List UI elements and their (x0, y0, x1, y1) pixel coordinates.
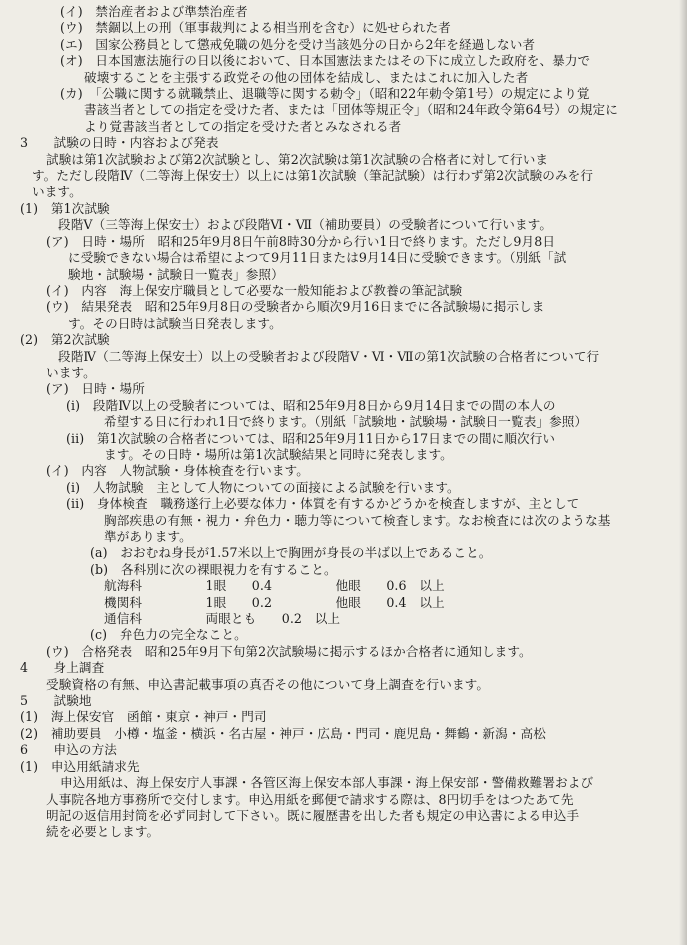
text-line: 申込用紙は、海上保安庁人事課・各管区海上保安本部人事課・海上保安部・警備救難署および (60, 775, 594, 791)
text-line: (イ) 禁治産者および準禁治産者 (60, 4, 248, 19)
text-line: 試験は第1次試験および第2次試験とし、第2次試験は第1次試験の合格者に対して行いま (46, 151, 549, 167)
text-line: (ア) 日時・場所 (46, 381, 145, 397)
text-line: (i) 人物試験 主として人物についての面接による試験を行います。 (66, 479, 460, 495)
text-line: (1) 第1次試験 (20, 200, 110, 216)
text-line: (ウ) 結果発表 昭和25年9月8日の受験者から順次9月16日までに各試験場に掲示しま (46, 299, 545, 315)
text-line: (イ) 内容 人物試験・身体検査を行います。 (46, 463, 309, 479)
text-line: 書該当者としての指定を受けた者、または「団体等規正令」（昭和24年政令第64号）の規定に (84, 102, 618, 118)
text-line: 希望する日に行われ1日で終ります。（別紙「試験地・試験場・試験日一覧表」参照） (104, 414, 588, 430)
document-body (20, 4, 665, 841)
text-line: ます。その日時・場所は第1次試験結果と同時に発表します。 (104, 446, 453, 462)
text-line: 段階Ⅳ（二等海上保安士）以上の受験者および段階Ⅴ・Ⅵ・Ⅶの第1次試験の合格者について行 (58, 348, 600, 364)
text-line: 4 身上調査 (20, 660, 105, 676)
text-line: (エ) 国家公務員として懲戒免職の処分を受け当該処分の日から2年を経過しない者 (60, 36, 536, 52)
text-line: す。ただし段階Ⅳ（二等海上保安士）以上には第1次試験（筆記試験）は行わず第2次試験のみを行 (32, 168, 594, 184)
text-line: 胸部疾患の有無・視力・弁色力・聴力等について検査します。なお検査には次のような基 (104, 512, 611, 528)
text-line: (b) 各科別に次の裸眼視力を有すること。 (90, 561, 337, 577)
text-line: (ウ) 禁錮以上の刑（軍事裁判による相当刑を含む）に処せられた者 (60, 20, 451, 36)
text-line: 通信科 両眼とも 0.2 以上 (104, 611, 341, 627)
text-line: 機関科 1眼 0.2 他眼 0.4 以上 (104, 594, 445, 610)
text-line: 航海科 1眼 0.4 他眼 0.6 以上 (104, 578, 445, 594)
text-line: (カ) 「公職に関する就職禁止、退職等に関する勅令」（昭和22年勅令第1号）の規定により覚 (60, 86, 590, 102)
text-line: 明記の返信用封筒を必ず同封して下さい。既に履歴書を出した者も規定の申込書による申込手 (46, 807, 580, 823)
text-line: す。その日時は試験当日発表します。 (68, 315, 282, 331)
text-line: 準があります。 (104, 529, 192, 544)
text-line: 段階Ⅴ（三等海上保安士）および段階Ⅵ・Ⅶ（補助要員）の受験者について行います。 (58, 217, 553, 233)
text-line: 受験資格の有無、申込書記載事項の真否その他について身上調査を行います。 (46, 676, 490, 692)
text-line: に受験できない場合は希望によつて9月11日または9月14日に受験できます。（別紙「試 (68, 250, 567, 266)
text-line: 破壊することを主張する政党その他の団体を結成し、またはこれに加入した者 (84, 69, 529, 85)
text-line: (1) 申込用紙請求先 (20, 758, 140, 774)
text-line: より覚書該当者としての指定を受けた者とみなされる者 (84, 118, 402, 134)
text-line: います。 (46, 364, 96, 380)
text-line: (c) 弁色力の完全なこと。 (90, 627, 247, 643)
text-line: 続を必要とします。 (46, 824, 160, 840)
text-line: (2) 第2次試験 (20, 332, 110, 348)
text-line: 人事院各地方事務所で交付します。申込用紙を郵便で請求する際は、8円切手をはつたあて先 (46, 791, 574, 807)
text-line: (2) 補助要員 小樽・塩釜・横浜・名古屋・神戸・広島・門司・鹿児島・舞鶴・新潟・高松 (20, 725, 546, 741)
text-line: (ii) 身体検査 職務遂行上必要な体力・体質を有するかどうかを検査しますが、主として (66, 496, 580, 512)
text-line: 験地・試験場・試験日一覧表」参照） (68, 266, 284, 282)
text-line: (i) 段階Ⅳ以上の受験者については、昭和25年9月8日から9月14日までの間の本人の (66, 397, 556, 413)
text-line: (イ) 内容 海上保安庁職員として必要な一般知能および教養の筆記試験 (46, 282, 463, 298)
text-line: 5 試験地 (20, 693, 92, 709)
text-line: (a) おおむね身長が1.57米以上で胸囲が身長の半ば以上であること。 (90, 545, 492, 561)
text-line: (オ) 日本国憲法施行の日以後において、日本国憲法またはその下に成立した政府を、暴力で (60, 53, 591, 69)
text-line: 6 申込の方法 (20, 742, 117, 758)
text-line: (ウ) 合格発表 昭和25年9月下旬第2次試験場に掲示するほか合格者に通知します。 (46, 643, 532, 659)
text-line: (1) 海上保安官 函館・東京・神戸・門司 (20, 709, 267, 725)
text-line: (ii) 第1次試験の合格者については、昭和25年9月11日から17日までの間に順次行い (66, 430, 556, 446)
page-edge-shadow (679, 0, 687, 945)
text-line: 3 試験の日時・内容および発表 (20, 135, 219, 151)
text-line: (ア) 日時・場所 昭和25年9月8日午前8時30分から行い1日で終ります。ただし9月8日 (46, 233, 556, 249)
text-line: います。 (32, 184, 82, 200)
